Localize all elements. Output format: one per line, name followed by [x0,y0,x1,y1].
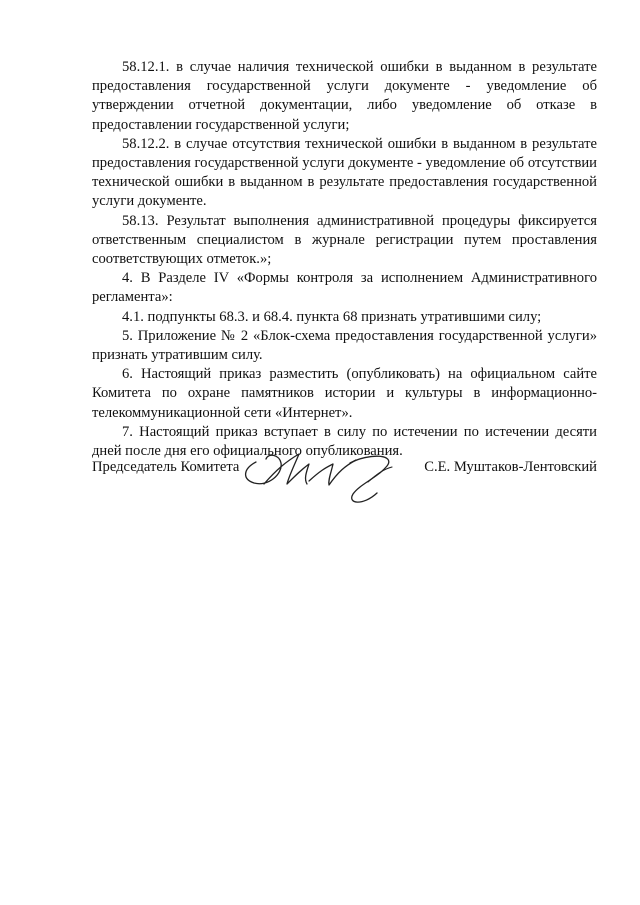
document-body [92,58,597,461]
paragraph-58-12-1: 58.12.1. в случае наличия технической ошибки в выданном в результате предоставления государственной услуги документе - уведомление об утверждении отчетной документации, либо уведомление об отказе в предоставлении государственной услуги; [92,59,597,133]
paragraph-6: 6. Настоящий приказ разместить (опубликовать) на официальном сайте Комитета по охране памятников истории и культуры в информационно-телекоммуникационной сети «Интернет». [92,366,597,421]
signatory-name: С.Е. Муштаков-Лентовский [424,459,597,475]
paragraph-7: 7. Настоящий приказ вступает в силу по истечении по истечении десяти дней после дня его официального опубликования. [92,423,597,460]
paragraph-58-13: 58.13. Результат выполнения административной процедуры фиксируется ответственным специалистом в журнале регистрации путем проставления соответствующих отметок.»; [92,212,597,268]
paragraph-58-12-2: 58.12.2. в случае отсутствия технической ошибки в выданном в результате предоставления государственной услуги документе - уведомление об отсутствии технической ошибки в выданном в результате предоставления государственной услуги документе. [92,135,597,210]
signatory-title: Председатель Комитета [92,459,240,475]
paragraph-4-1: 4.1. подпункты 68.3. и 68.4. пункта 68 признать утратившими силу; [122,308,542,325]
paragraph-4: 4. В Разделе IV «Формы контроля за исполнением Административного регламента»: [92,270,597,306]
handwritten-signature [238,436,418,508]
paragraph-5: 5. Приложение № 2 «Блок-схема предоставления государственной услуги» признать утратившим силу. [92,327,597,364]
